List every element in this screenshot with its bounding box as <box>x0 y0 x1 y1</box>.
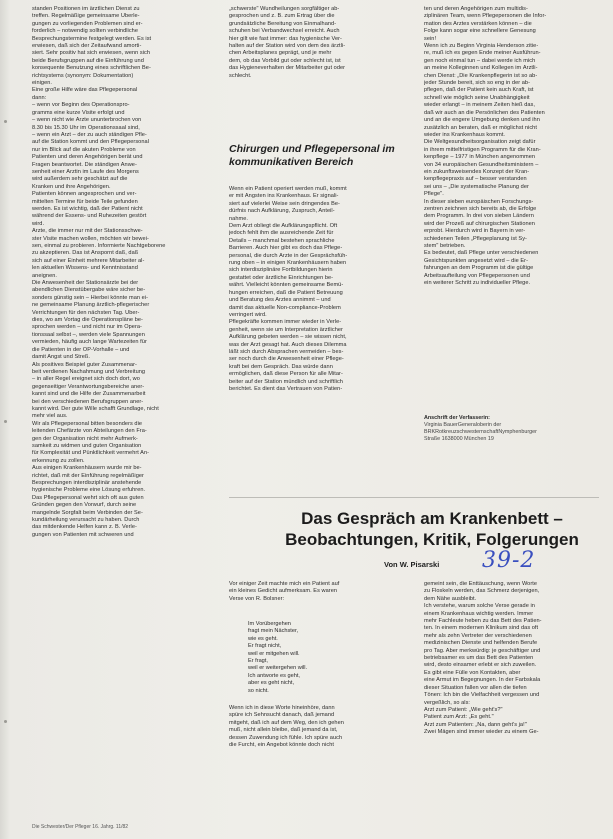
text-line: Ich verstehe, warum solche Verse gerade in <box>424 603 535 610</box>
text-line: Pflegekräfte kommen immer wieder in Verle- <box>229 319 342 326</box>
text-line: erprobt. Hierdurch wird in Bayern in ver- <box>424 228 526 235</box>
text-line: damit Angst und Streß. <box>32 354 90 361</box>
text-line: dieser Situation fallen vor allen die tiefen <box>424 684 527 691</box>
text-line: erwiesen, daß sich der Zeitaufwand amorti- <box>32 43 142 50</box>
text-line: von 34 europäischen Gesundheitsministern – <box>424 161 539 168</box>
text-line: wieder ins Krankenhaus kommt. <box>424 131 506 138</box>
text-line: betriebsamer es um das Bett des Patienten <box>424 655 534 662</box>
text-line: ne gemeinsame Planung ärztlich-pflegerischer <box>32 302 150 309</box>
address-line: Nymphenburger Straße 163 <box>424 429 537 442</box>
text-line: Es gibt eine Fülle von Kontakten, aber <box>424 669 521 676</box>
poem-line: wie es geht. <box>248 635 278 642</box>
text-line: und Beratung des Arztes annimmt – und <box>229 297 331 304</box>
text-line: eine Armut im Begegnungen. In der Farbskala <box>424 677 541 684</box>
text-line: gemeint sein, die Enttäuschung, wenn Worte <box>424 581 538 587</box>
text-line: mehr viel aus. <box>32 413 68 420</box>
text-line: Patienten können angesprochen und ver- <box>32 191 137 198</box>
text-line: ten. In einem modernen Klinikum sind das oft <box>424 625 539 632</box>
text-line: was der Arzt gesagt hat. Auch dieses Dilemma <box>229 341 347 348</box>
text-line: hungen erreichen, daß die Patient Betreuung <box>229 289 343 296</box>
text-line: Arzt zum Patienten: „Na, dann geht's ja!" <box>424 721 527 728</box>
text-line: kraft bei dem Gespräch. Das würde dann <box>229 363 333 370</box>
text-line: In dieser sieben europäischen Forschungs- <box>424 198 534 205</box>
text-line: konsequente Benutzung eines schriftlichen Be- <box>32 65 151 72</box>
text-line: stem" betrieben. <box>424 243 466 249</box>
text-line: ster Visite machen wollen, möchten wir bewei- <box>32 235 149 242</box>
poem-line: Er fragt nicht, <box>248 643 282 650</box>
text-line: aneignen. <box>32 272 58 279</box>
article-divider <box>229 497 599 498</box>
text-line: schuhen bei Verbandwechsel erreicht. Auch <box>229 28 340 35</box>
text-line: Wenn ich in diese Worte hineinhöre, dann <box>229 705 335 711</box>
text-line: Es bedeutet, daß Pflege unter verschiedenen <box>424 250 539 257</box>
text-line: gestattet oder ärztliche Einrichtungen be- <box>229 274 334 281</box>
text-line: und an die engere Umgebung denken und ihn <box>424 117 540 124</box>
text-line: Patienten und deren Angehörigen berät und <box>32 154 143 161</box>
text-line: Vor einiger Zeit machte mich ein Patient auf <box>229 581 340 587</box>
article-title: Das Gespräch am Krankenbett – Beobachtungen, Kritik, Folgerungen <box>285 509 579 549</box>
text-line: wird außerdem sehr geschätzt auf die <box>32 176 128 183</box>
text-line: Kranken und ihre Angehörigen. <box>32 183 111 190</box>
text-line: Zwei Mägen sind immer wieder zu einem Ge- <box>424 729 539 736</box>
article-byline: Von W. Pisarski <box>384 560 440 569</box>
text-line: fahrungen an dem Programm ist die gültige <box>424 265 534 272</box>
text-line: Gesichtspunkten angesetzt wird – die Er- <box>424 257 528 264</box>
middle-column-bottom-text <box>229 186 413 393</box>
text-line: gungen von Patienten mit schweren und <box>32 531 134 538</box>
text-line: kenpflege – 1977 in München angenommen <box>424 154 536 161</box>
text-line: Verse von R. Bolsner: <box>229 595 285 602</box>
handwritten-note: 39-2 <box>482 548 536 573</box>
text-line: „schwerste" Wundheilungen sorgfältiger ab- <box>229 6 340 12</box>
text-line: pro Tag. Aber merkwürdig: je geschäftiger und <box>424 647 541 654</box>
text-line: daß wir auch an die Persönlichen des Patienten <box>424 109 545 116</box>
text-line: treffen. Regelmäßige gemeinsame Überle- <box>32 13 140 20</box>
text-line: samkeit zu widmen und guten Organisation <box>32 442 142 449</box>
text-line: einem Krankenhaus wichtig werden. Immer <box>424 610 534 617</box>
author-address-box <box>424 415 554 443</box>
binding-hole-mark <box>4 420 7 423</box>
text-line: Besprechungstermine festgelegt werden. Es ist <box>32 35 152 42</box>
text-line: 8.30 bis 15.30 Uhr im Operationssaal sind, <box>32 124 140 131</box>
text-line: ser noch durch die Anwesenheit einer Pflege- <box>229 356 344 363</box>
text-line: dem Nähe ausbleibt. <box>424 595 477 602</box>
text-line: – wenn nicht wie Ärzte ununterbrochen von <box>32 117 142 124</box>
text-line: personal, die durch Ärzte in der Gesprächsfüh- <box>229 252 348 259</box>
text-line: Aufklärung gebeten werden – sie wissen nicht, <box>229 334 347 341</box>
text-line: Wenn ich zu Beginn Virginia Henderson zitie- <box>424 43 539 50</box>
article-intro-text <box>229 581 413 603</box>
text-line: schlecht. <box>229 72 252 79</box>
text-line: währt. Vielleicht könnten gemeinsame Bemü- <box>229 282 344 289</box>
text-line: Arzt zum Patient: „Wie geht's?" <box>424 706 503 713</box>
text-line: Aus einigen Krankenhäusern wurde mir be- <box>32 465 142 472</box>
text-line: chen Arbeitsplanes geprägt, und je mehr <box>229 50 332 57</box>
text-line: gen der Organisation nicht mehr Aufmerk- <box>32 435 138 442</box>
text-line: Folge kann sogar eine schnellere Genesung <box>424 28 536 35</box>
binding-hole-mark <box>4 120 7 123</box>
text-line: für Komplexität und Pünktlichkeit vermehrt An- <box>32 450 150 457</box>
text-line: zu Floskeln werden, das Schmerz derjenigen, <box>424 588 540 595</box>
text-line: halten auf der Station wird von dem des ärztli- <box>229 43 346 50</box>
text-line: hygienische Probleme eine Lösung erfuhren. <box>32 487 146 494</box>
text-line: beide Berufsgruppen auf die Einführung und <box>32 57 144 64</box>
text-line: len aktuellen Wissens- und Kenntnisstand <box>32 265 138 272</box>
text-line: mehr Fachleute heben zu das Bett des Patien- <box>424 618 542 625</box>
text-line: re, muß ich es gegen Ende meiner Ausführun- <box>424 50 541 57</box>
text-line: – wenn vor Beginn des Operationspro- <box>32 102 130 109</box>
text-line: ein kleines Gedicht aufmerksam. Es waren <box>229 588 338 595</box>
text-line: kundärheilung verursacht zu haben. Durch <box>32 517 140 524</box>
right-column-text <box>424 6 599 287</box>
text-line: forderlich – notwendig sollten verbindliche <box>32 28 139 35</box>
text-line: kenpflegepraxis auf – besser verstanden <box>424 176 527 183</box>
text-line: abendlichen Dienstübergabe wäre sicher be- <box>32 287 146 294</box>
text-line: schiedenen Teilen „Pflegeplanung ist Sy- <box>424 235 527 242</box>
address-lines <box>424 422 554 443</box>
text-line: ziplinären Team, wenn Pflegepersonen die Infor- <box>424 13 547 20</box>
text-line: zentren zeichnen sich bereits ab, die Erfolge <box>424 205 537 212</box>
text-line: Als positives Beispiel guter Zusammenar- <box>32 361 137 368</box>
text-line: wird, desto einsamer erlebt er sich zuweilen. <box>424 662 537 669</box>
text-line: Das Pflegepersonal wehrt sich oft aus guten <box>32 494 144 501</box>
text-line: gegenseitiger Verantwortungsbereiche aner- <box>32 383 145 390</box>
text-line: ein zukunftsweisendes Konzept der Kran- <box>424 168 530 175</box>
text-line: ermöglichen, daß diese Person für alle Mitar- <box>229 371 343 378</box>
text-line: gesprochen und z. B. zum Ertrag über die <box>229 13 335 20</box>
text-line: standen Positionen im ärztlichen Dienst zu <box>32 6 140 12</box>
text-line: Besprechungen interdisziplinär anstehende <box>32 480 142 486</box>
text-line: während der Essens- und Ruhezeiten gestört <box>32 213 147 220</box>
text-line: einigen. <box>32 80 52 87</box>
text-line: verringert wird. <box>229 311 267 318</box>
text-line: Wir als Pflegepersonal bitten besonders die <box>32 420 143 427</box>
text-line: sich auf einer Einheit mehrere Mitarbeiter al- <box>32 257 145 264</box>
text-line: dann: <box>32 94 47 101</box>
text-line: gen noch einmal tun – dabei werde ich mich <box>424 57 536 64</box>
text-line: die Furcht, ein Angebot könnte doch nicht <box>229 742 334 749</box>
poem-line: weil er mitgehen will. <box>248 650 300 657</box>
text-line: – wenn ein Arzt – der zu auch ständigen Pfle- <box>32 131 147 138</box>
text-line: zu akzeptieren. Das ist Anspornt daß, daß <box>32 250 139 257</box>
text-line: grundsätzliche Bereitung von Einmalhand- <box>229 20 337 27</box>
text-line: medizinischen Dienste und helfenden Berufe <box>424 640 538 647</box>
text-line: schnell wie möglich seine Unabhängigkeit <box>424 94 530 101</box>
address-line: Generaloberin der BRK <box>424 422 502 435</box>
text-line: Barrieren. Auch hier gibt es doch das Pflege- <box>229 245 343 252</box>
text-line: mitgeht, daß ich auf dem Weg, den ich gehen <box>229 719 344 726</box>
text-line: kannt wird. Der gute Wille schafft Grundlage, nicht <box>32 405 159 412</box>
article-col1-continued <box>229 705 413 749</box>
text-line: vermieden, häufig auch lange Wartezeiten für <box>32 339 147 346</box>
text-line: siert auf vielerlei Weise sein dringendes Be- <box>229 200 340 207</box>
poem-line: fragt mein Nächster, <box>248 628 299 635</box>
text-line: Eine große Hilfe wäre das Pflegepersonal <box>32 87 138 94</box>
text-line: Gründen gegen den Vorwurf, durch seine <box>32 502 137 509</box>
poem-line: aber es geht nicht, <box>248 680 295 687</box>
poem <box>248 621 408 695</box>
text-line: genheit, wenn sie um Interpretation ärztlicher <box>229 326 343 333</box>
left-column-text <box>32 6 215 539</box>
text-line: dessen Zuwendung ich fühle. Ich spüre auch <box>229 734 343 741</box>
text-line: richtsystems (synonym: Dokumentation) <box>32 72 134 79</box>
text-line: Ärzte, die immer nur mit der Stationsschwe- <box>32 228 143 235</box>
text-line: mation des Arztes verstärken können – die <box>424 20 532 27</box>
text-line: hier gilt wie fast immer: das hygienische Ver- <box>229 35 342 42</box>
text-line: dem Programm. In drei von sieben Ländern <box>424 213 534 220</box>
text-line: gramms eine kurze Visite erfolgt und <box>32 109 125 116</box>
text-line: ein weiterer Schritt zu individueller Pflege. <box>424 280 531 287</box>
text-line: nur im Blick auf die akuten Probleme von <box>32 146 136 153</box>
text-line: jeder Stunde bereit, sich so eng in der ab- <box>424 80 531 87</box>
text-line: ten und deren Angehörigen zum multidis- <box>424 6 528 12</box>
binding-hole-mark <box>4 720 7 723</box>
text-line: sein! <box>424 35 437 42</box>
text-line: senheit einer Ärztin im Laufe des Morgens <box>32 168 139 175</box>
text-line: dem, ob das Vorbild gut oder schlecht ist, ist <box>229 57 341 64</box>
address-line: Rotkreuzschwesternschaft <box>435 429 499 435</box>
text-line: Details – manchmal bestehen sprachliche <box>229 237 335 244</box>
section-heading: Chirurgen und Pflegepersonal im kommunikativen Bereich <box>229 143 395 168</box>
text-line: jedoch fehlt ihm die ausreichende Zeit für <box>229 230 334 237</box>
text-line: sprochen werden – und nicht nur im Opera- <box>32 324 142 331</box>
text-line: auf die Station kommt und den Pflegepersonal <box>32 139 149 146</box>
text-line: gungen zu vorliegenden Problemen sind er- <box>32 20 143 27</box>
text-line: mittelten Termine für beide Teile gefunden <box>32 198 138 205</box>
text-line: leitenden Chefärzte von Abteilungen den Fra- <box>32 428 147 435</box>
text-line: sen, einmal zu probieren. Informierte Nachtgeborene <box>32 243 166 249</box>
text-line: Fragen beantwortet. Die ständigen Anwe- <box>32 161 137 168</box>
text-line: dürfnis nach Aufklärung, Zuspruch, Anteil- <box>229 208 335 215</box>
text-line: in ihrem mittelfristigen Programm für die Kran- <box>424 146 541 153</box>
article-col2-text <box>424 581 599 737</box>
text-line: tionssaal selbst –, werden viele Spannungen <box>32 331 145 338</box>
text-line: sei uns – „Die systematische Planung der <box>424 183 529 190</box>
text-line: beiter auf der Station mündlich und schriftlich <box>229 378 343 385</box>
text-line: wird der Prozeß auf chirurgischen Stationen <box>424 220 535 227</box>
poem-line: weil er weitergehen will. <box>248 665 308 672</box>
text-line: Patient zum Arzt: „Es geht." <box>424 714 494 721</box>
address-line: 8000 München 19 <box>450 436 494 442</box>
text-line: sonders günstig sein – Hierbei könnte man ei- <box>32 294 149 301</box>
text-line: die Patienten in der OP-Vorhalle – und <box>32 346 130 353</box>
text-line: wird. <box>32 220 45 227</box>
text-line: damit das aktuelle Non-compliance-Problem <box>229 304 341 311</box>
text-line: mangelnde Sorgfalt beim Verbinden der Se- <box>32 509 143 516</box>
text-line: werden. Es ist wichtig, daß der Patient nicht <box>32 205 143 212</box>
text-line: läßt sich durch Absprachen vermeiden – bes- <box>229 348 344 355</box>
text-line: das Hygieneverhalten der Mitarbeiter gut oder <box>229 65 346 72</box>
text-line: kannt sind und die Hilfe der Zusammenarbeit <box>32 391 146 398</box>
text-line: das mitdenkende Helfen kann z. B. Verle- <box>32 524 137 531</box>
text-line: er mit Ängsten ins Krankenhaus. Er signali- <box>229 193 339 200</box>
middle-column-top-text <box>229 6 413 80</box>
poem-line: Im Vorübergehen <box>248 621 291 627</box>
poem-line: Er fragt, <box>248 658 268 665</box>
text-line: nahme. <box>229 215 248 222</box>
text-line: zusätzlich an beraten, daß er möglichst nicht <box>424 124 537 131</box>
text-line: Verrichtungen für den nächsten Tag. Über- <box>32 309 140 316</box>
text-line: erkennung zu zollen. <box>32 457 85 464</box>
poem-line: Ich antworte es geht, <box>248 672 300 679</box>
text-line: beit verdienen Nachahmung und Verbreitung <box>32 368 146 375</box>
text-line: Die Anwesenheit der Stationsärzte bei der <box>32 280 139 287</box>
text-line: mehr als zehn Vertreter der verschiedenen <box>424 632 532 639</box>
address-line: Virginia Bauer <box>424 422 458 428</box>
text-line: spüre ich Sehnsucht danach, daß jemand <box>229 712 335 719</box>
text-line: Pflege". <box>424 191 444 198</box>
text-line: chen Dienst: „Die Krankenpflegerin ist so ab- <box>424 72 538 79</box>
text-line: an meine Kolleginnen und Kollegen im Ärztli- <box>424 65 538 72</box>
text-line: bei den verschiedenen Berufsgruppen aner- <box>32 398 144 405</box>
text-line: sich interdisziplinäre Fortbildungen hierin <box>229 267 333 274</box>
text-line: berichtet. Es dient das Vertrauen von Patien- <box>229 385 343 392</box>
address-heading: Anschrift der Verfasserin: <box>424 415 490 421</box>
text-line: muß, nicht allein bleibe, daß jemand da ist, <box>229 727 338 734</box>
text-line: – in aller Regel ereignet sich doch dort, wo <box>32 376 140 383</box>
text-line: dies, wo am Vortag die Operationspläne be- <box>32 317 143 324</box>
text-line: pflegen, daß der Patient kein auch Kraft, ist <box>424 87 534 94</box>
page-footer: Die Schwester/Der Pfleger 16. Jahrg. 11/82 <box>32 824 129 830</box>
text-line: Die Weltgesundheitsorganisation zeigt dafür <box>424 139 536 146</box>
text-line: wieder erlangt – in meinem Zeiten hieß das, <box>424 102 535 109</box>
text-line: Wenn ein Patient operiert werden muß, kommt <box>229 186 347 192</box>
text-line: rung oben – in einigen Krankenhäusern haben <box>229 260 347 267</box>
text-line: Dem Arzt obliegt die Aufklärungspflicht. Oft <box>229 223 338 230</box>
poem-line: so nicht. <box>248 687 269 694</box>
text-line: vergeßlich, so als: <box>424 699 471 706</box>
text-line: Arbeitsaufteilung von Pflegepersonen und <box>424 272 530 279</box>
text-line: Tönen: Ich bin die Vielfachheit vergessen und <box>424 692 540 699</box>
text-line: richtet, daß mit der Einführung regelmäßiger <box>32 472 144 479</box>
text-line: siert. Sehr positiv hat sich erwiesen, wenn sich <box>32 50 151 57</box>
